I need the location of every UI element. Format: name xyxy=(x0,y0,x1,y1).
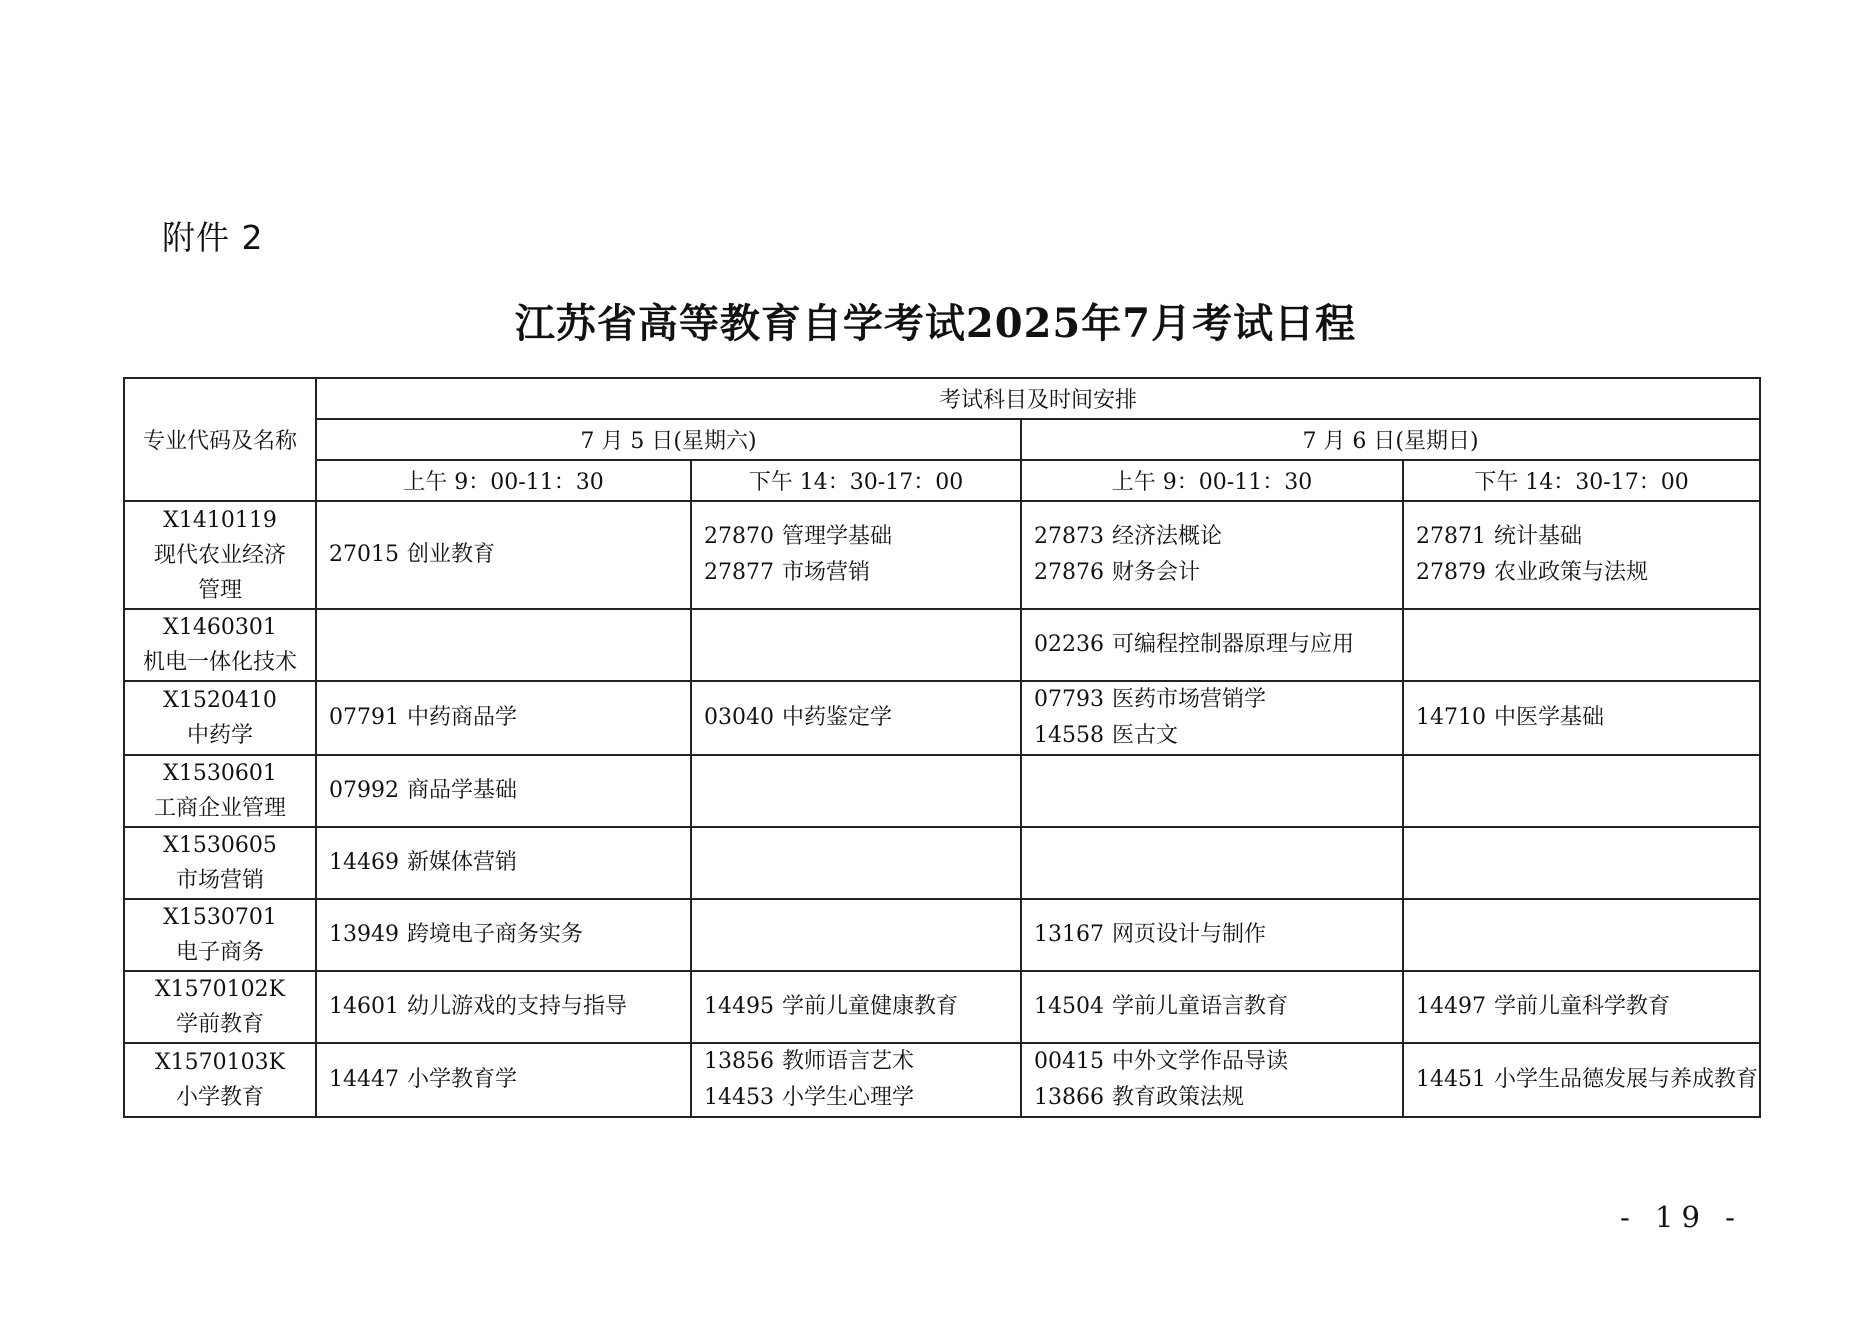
major-name-line: 现代农业经济 xyxy=(153,542,286,568)
major-code: X1520410 xyxy=(163,688,277,713)
course-entry xyxy=(1034,555,1402,591)
schedule-row xyxy=(124,609,1760,681)
course-name: 小学生心理学 xyxy=(782,1085,915,1110)
course-name: 中医学基础 xyxy=(1494,705,1605,730)
course-code: 27873 xyxy=(1034,524,1104,549)
course-entry xyxy=(329,1062,690,1098)
major-cell xyxy=(124,1043,316,1117)
header-row-group xyxy=(124,378,1760,419)
course-name: 医古文 xyxy=(1112,723,1179,748)
page-number: - 19 - xyxy=(1620,1200,1743,1234)
slot-cell xyxy=(316,681,691,755)
slot-cell xyxy=(316,899,691,971)
slot-cell xyxy=(1403,827,1760,899)
header-major: 专业代码及名称 xyxy=(124,378,316,501)
course-entry xyxy=(704,555,1020,591)
course-entry xyxy=(1416,555,1759,591)
slot-cell xyxy=(316,1043,691,1117)
course-entry xyxy=(1034,627,1402,663)
course-code: 27870 xyxy=(704,524,774,549)
course-name: 统计基础 xyxy=(1494,524,1583,549)
course-entry xyxy=(1034,1044,1402,1080)
slot-cell xyxy=(316,501,691,609)
header-slot: 下午 14：30-17：00 xyxy=(691,460,1021,501)
slot-cell xyxy=(316,827,691,899)
slot-cell xyxy=(691,501,1021,609)
slot-cell xyxy=(1021,755,1403,827)
slot-cell xyxy=(316,971,691,1043)
course-entry xyxy=(1034,718,1402,754)
course-name: 跨境电子商务实务 xyxy=(407,922,584,947)
course-code: 07791 xyxy=(329,705,399,730)
course-entry xyxy=(1416,1062,1759,1098)
course-code: 14601 xyxy=(329,994,399,1019)
course-name: 经济法概论 xyxy=(1112,524,1223,549)
slot-cell xyxy=(691,1043,1021,1117)
schedule-row xyxy=(124,827,1760,899)
course-name: 商品学基础 xyxy=(407,778,518,803)
major-name-line: 机电一体化技术 xyxy=(142,650,297,675)
major-cell xyxy=(124,609,316,681)
course-name: 新媒体营销 xyxy=(407,850,518,875)
major-name-line: 市场营销 xyxy=(175,868,264,893)
header-slot: 下午 14：30-17：00 xyxy=(1403,460,1760,501)
course-name: 学前儿童语言教育 xyxy=(1112,994,1289,1019)
schedule-row xyxy=(124,501,1760,609)
course-entry xyxy=(329,845,690,881)
header-day2: 7 月 6 日(星期日) xyxy=(1021,419,1760,460)
course-entry xyxy=(329,537,690,573)
major-cell xyxy=(124,755,316,827)
header-slot: 上午 9：00-11：30 xyxy=(316,460,691,501)
slot-cell xyxy=(1021,501,1403,609)
course-code: 13856 xyxy=(704,1049,774,1074)
major-code: X1530605 xyxy=(163,833,277,858)
course-code: 14495 xyxy=(704,994,774,1019)
major-cell xyxy=(124,971,316,1043)
course-code: 07992 xyxy=(329,778,399,803)
course-code: 14558 xyxy=(1034,723,1104,748)
course-code: 14453 xyxy=(704,1085,774,1110)
course-name: 教育政策法规 xyxy=(1112,1085,1245,1110)
exam-schedule-table xyxy=(123,377,1761,1118)
major-code: X1530701 xyxy=(163,905,277,930)
course-code: 14497 xyxy=(1416,994,1486,1019)
course-name: 中药鉴定学 xyxy=(782,705,893,730)
course-name: 学前儿童健康教育 xyxy=(782,994,959,1019)
course-entry xyxy=(704,989,1020,1025)
slot-cell xyxy=(1403,899,1760,971)
schedule-row xyxy=(124,899,1760,971)
course-entry xyxy=(704,1044,1020,1080)
course-code: 02236 xyxy=(1034,632,1104,657)
major-name-line: 工商企业管理 xyxy=(153,796,286,821)
major-name-line: 中药学 xyxy=(186,723,253,748)
course-entry xyxy=(329,989,690,1025)
major-code: X1530601 xyxy=(163,761,277,786)
slot-cell xyxy=(691,899,1021,971)
slot-cell xyxy=(1403,609,1760,681)
slot-cell xyxy=(691,827,1021,899)
document-title: 江苏省高等教育自学考试2025年7月考试日程 xyxy=(514,300,1357,347)
major-cell xyxy=(124,899,316,971)
major-cell xyxy=(124,827,316,899)
course-entry xyxy=(1416,989,1759,1025)
course-name: 市场营销 xyxy=(782,560,871,585)
schedule-row xyxy=(124,755,1760,827)
header-group: 考试科目及时间安排 xyxy=(316,378,1760,419)
major-name-line: 小学教育 xyxy=(175,1085,264,1110)
schedule-row xyxy=(124,971,1760,1043)
course-name: 管理学基础 xyxy=(782,524,893,549)
course-code: 27871 xyxy=(1416,524,1486,549)
slot-cell xyxy=(1021,681,1403,755)
course-entry xyxy=(704,1080,1020,1116)
major-code: X1410119 xyxy=(163,507,277,533)
course-code: 27015 xyxy=(329,542,399,567)
course-code: 07793 xyxy=(1034,687,1104,712)
major-code: X1460301 xyxy=(163,615,277,640)
slot-cell xyxy=(1403,1043,1760,1117)
slot-cell xyxy=(1403,501,1760,609)
course-code: 13167 xyxy=(1034,922,1104,947)
course-code: 14447 xyxy=(329,1067,399,1092)
schedule-row xyxy=(124,1043,1760,1117)
course-entry xyxy=(704,700,1020,736)
schedule-row xyxy=(124,681,1760,755)
header-row-days xyxy=(124,419,1760,460)
slot-cell xyxy=(691,971,1021,1043)
course-entry xyxy=(704,519,1020,555)
course-code: 00415 xyxy=(1034,1049,1104,1074)
course-name: 网页设计与制作 xyxy=(1112,922,1267,947)
header-slot: 上午 9：00-11：30 xyxy=(1021,460,1403,501)
slot-cell xyxy=(1021,827,1403,899)
slot-cell xyxy=(1021,971,1403,1043)
course-code: 13866 xyxy=(1034,1085,1104,1110)
slot-cell xyxy=(1021,1043,1403,1117)
major-cell xyxy=(124,501,316,609)
major-name-line: 学前教育 xyxy=(175,1012,264,1037)
course-name: 小学教育学 xyxy=(407,1067,518,1092)
course-name: 中药商品学 xyxy=(407,705,518,730)
attachment-label: 附件 2 xyxy=(162,218,264,257)
major-name-line: 管理 xyxy=(197,577,242,603)
course-code: 13949 xyxy=(329,922,399,947)
course-name: 学前儿童科学教育 xyxy=(1494,994,1671,1019)
course-entry xyxy=(1034,519,1402,555)
major-name-line: 电子商务 xyxy=(175,940,264,965)
header-day1: 7 月 5 日(星期六) xyxy=(316,419,1021,460)
course-entry xyxy=(1034,917,1402,953)
course-name: 农业政策与法规 xyxy=(1494,560,1649,585)
course-name: 创业教育 xyxy=(407,542,496,567)
course-code: 03040 xyxy=(704,705,774,730)
slot-cell xyxy=(1403,755,1760,827)
major-code: X1570102K xyxy=(154,977,286,1002)
slot-cell xyxy=(316,609,691,681)
course-code: 14469 xyxy=(329,850,399,875)
course-code: 14451 xyxy=(1416,1067,1486,1092)
course-entry xyxy=(1416,519,1759,555)
course-name: 中外文学作品导读 xyxy=(1112,1049,1289,1074)
course-name: 幼儿游戏的支持与指导 xyxy=(407,994,628,1019)
course-entry xyxy=(329,917,690,953)
slot-cell xyxy=(1021,899,1403,971)
course-name: 财务会计 xyxy=(1112,560,1201,585)
course-entry xyxy=(1034,682,1402,718)
slot-cell xyxy=(1403,681,1760,755)
major-code: X1570103K xyxy=(154,1050,286,1075)
course-code: 27876 xyxy=(1034,560,1104,585)
course-code: 14710 xyxy=(1416,705,1486,730)
course-name: 小学生品德发展与养成教育 xyxy=(1494,1067,1759,1092)
course-code: 27877 xyxy=(704,560,774,585)
header-row-slots xyxy=(124,460,1760,501)
course-entry xyxy=(1416,700,1759,736)
slot-cell xyxy=(691,609,1021,681)
course-entry xyxy=(1034,1080,1402,1116)
slot-cell xyxy=(1403,971,1760,1043)
slot-cell xyxy=(691,681,1021,755)
course-name: 医药市场营销学 xyxy=(1112,687,1267,712)
course-entry xyxy=(329,700,690,736)
slot-cell xyxy=(316,755,691,827)
course-code: 14504 xyxy=(1034,994,1104,1019)
course-entry xyxy=(329,773,690,809)
slot-cell xyxy=(1021,609,1403,681)
course-name: 可编程控制器原理与应用 xyxy=(1112,632,1355,657)
course-entry xyxy=(1034,989,1402,1025)
major-cell xyxy=(124,681,316,755)
course-name: 教师语言艺术 xyxy=(782,1049,915,1074)
course-code: 27879 xyxy=(1416,560,1486,585)
slot-cell xyxy=(691,755,1021,827)
